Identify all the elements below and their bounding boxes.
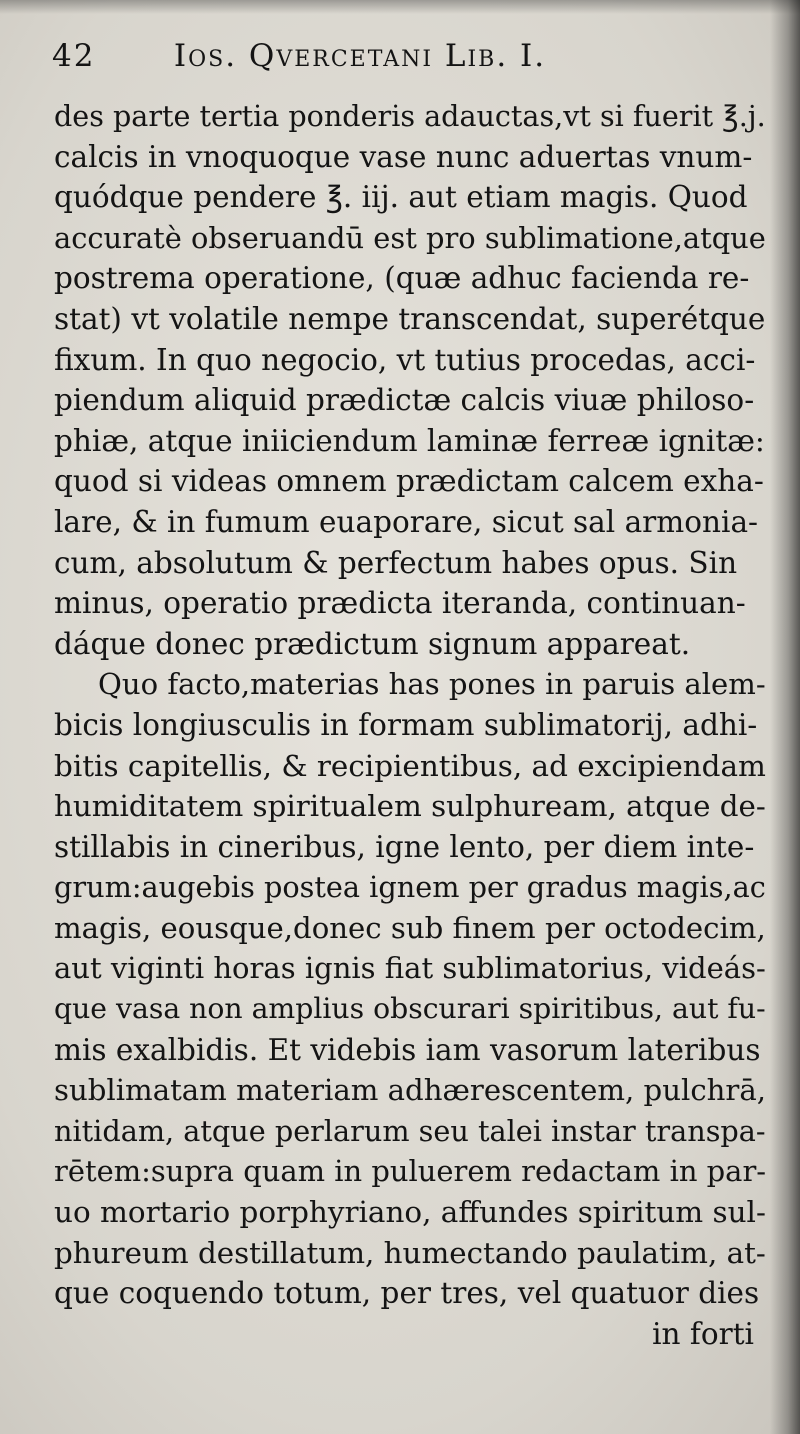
text-line: bicis longiusculis in formam sublimatorij, adhi- bbox=[54, 707, 758, 742]
text-line: stat) vt volatile nempe transcendat, superétque bbox=[54, 301, 766, 336]
text-line: fixum. In quo negocio, vt tutius procedas, acci- bbox=[54, 342, 756, 377]
text-line: stillabis in cineribus, igne lento, per diem inte- bbox=[54, 829, 755, 864]
text-line: postrema operatione, (quæ adhuc facienda re- bbox=[54, 261, 750, 296]
page-number: 42 bbox=[52, 38, 96, 74]
text-line: calcis in vnoquoque vase nunc aduertas vnum- bbox=[54, 139, 753, 174]
text-line: uo mortario porphyriano, affundes spiritum sul- bbox=[54, 1195, 766, 1230]
catchword: in forti bbox=[652, 1316, 754, 1351]
text-line: quódque pendere ℥. iij. aut etiam magis. Quod bbox=[54, 180, 748, 215]
running-title: Ios. Qvercetani Lib. I. bbox=[173, 38, 547, 74]
text-line: magis, eousque,donec sub finem per octodecim, bbox=[54, 910, 766, 945]
text-line: aut viginti horas ignis fiat sublimatorius, videás- bbox=[54, 951, 766, 986]
text-line: que coquendo totum, per tres, vel quatuor dies bbox=[54, 1276, 760, 1311]
text-line: phiæ, atque iniiciendum laminæ ferreæ ignitæ: bbox=[54, 423, 765, 458]
text-line: phureum destillatum, humectando paulatim, at- bbox=[54, 1235, 766, 1270]
page-top-shadow bbox=[0, 0, 800, 14]
text-line: lare, & in fumum euaporare, sicut sal armonia- bbox=[54, 504, 758, 539]
text-line: dáque donec prædictum signum appareat. bbox=[54, 626, 691, 661]
text-line: grum:augebis postea ignem per gradus magis,ac bbox=[54, 870, 766, 905]
text-line: mis exalbidis. Et videbis iam vasorum lateribus bbox=[54, 1032, 761, 1067]
text-line: sublimatam materiam adhærescentem, pulchrā, bbox=[54, 1073, 767, 1108]
text-line: rētem:supra quam in puluerem redactam in par- bbox=[54, 1154, 767, 1189]
text-line: des parte tertia ponderis adauctas,vt si fuerit ℥.j. bbox=[54, 99, 766, 133]
page-gutter-shadow bbox=[770, 0, 800, 1434]
text-line: quod si videas omnem prædictam calcem exha- bbox=[54, 464, 764, 499]
text-line: accuratè obseruandū est pro sublimatione,atque bbox=[54, 220, 766, 255]
text-line: que vasa non amplius obscurari spiritibus, aut fu- bbox=[54, 992, 766, 1026]
text-line: nitidam, atque perlarum seu talei instar transpa- bbox=[54, 1113, 766, 1148]
text-line: bitis capitellis, & recipientibus, ad excipiendam bbox=[54, 748, 766, 783]
text-line: piendum aliquid prædictæ calcis viuæ philoso- bbox=[54, 383, 755, 418]
text-line: humiditatem spiritualem sulphuream, atque de- bbox=[54, 789, 766, 824]
paragraph-start-line: Quo facto,materias has pones in paruis alem- bbox=[98, 667, 766, 702]
text-line: cum, absolutum & perfectum habes opus. Sin bbox=[54, 545, 738, 580]
text-line: minus, operatio prædicta iteranda, continuan- bbox=[54, 586, 746, 621]
running-head bbox=[52, 38, 752, 82]
body-text bbox=[54, 96, 766, 1354]
